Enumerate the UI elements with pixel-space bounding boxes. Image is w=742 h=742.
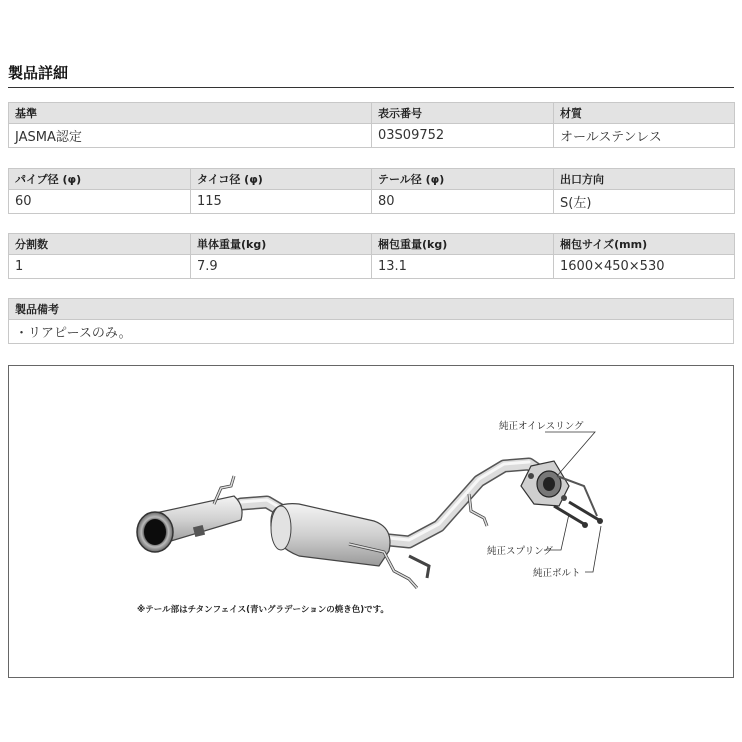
header-package-size: 梱包サイズ(mm) <box>554 234 735 255</box>
label-oil-ring: 純正オイレスリング <box>499 421 584 432</box>
spec-table-standard <box>8 102 735 148</box>
value-silencer-diameter: 115 <box>191 190 372 214</box>
spec-table-dimensions <box>8 168 735 214</box>
value-tail-diameter: 80 <box>372 190 554 214</box>
value-display-number: 03S09752 <box>372 124 554 148</box>
header-material: 材質 <box>554 103 735 124</box>
section-title: 製品詳細 <box>8 64 69 82</box>
header-display-number: 表示番号 <box>372 103 554 124</box>
header-remarks: 製品備考 <box>9 299 734 320</box>
spec-table-remarks <box>8 298 734 344</box>
header-standard: 基準 <box>9 103 372 124</box>
spec-table-weight <box>8 233 735 279</box>
header-pipe-diameter: パイプ径 (φ) <box>9 169 191 190</box>
value-remarks: ・リアピースのみ。 <box>9 320 734 344</box>
header-tail-diameter: テール径 (φ) <box>372 169 554 190</box>
value-package-weight: 13.1 <box>372 255 554 279</box>
title-divider <box>8 87 734 88</box>
label-spring: 純正スプリング <box>487 546 553 557</box>
header-silencer-diameter: タイコ径 (φ) <box>191 169 372 190</box>
header-package-weight: 梱包重量(kg) <box>372 234 554 255</box>
header-unit-weight: 単体重量(kg) <box>191 234 372 255</box>
value-unit-weight: 7.9 <box>191 255 372 279</box>
value-split-count: 1 <box>9 255 191 279</box>
diagram-note: ※テール部はチタンフェイス(青いグラデーションの焼き色)です。 <box>137 605 389 615</box>
tail-muffler <box>137 476 242 552</box>
header-exit-direction: 出口方向 <box>554 169 735 190</box>
value-standard: JASMA認定 <box>9 124 372 148</box>
header-split-count: 分割数 <box>9 234 191 255</box>
value-package-size: 1600×450×530 <box>554 255 735 279</box>
value-pipe-diameter: 60 <box>9 190 191 214</box>
value-material: オールステンレス <box>554 124 735 148</box>
label-bolt: 純正ボルト <box>533 568 581 579</box>
exhaust-illustration <box>9 366 733 677</box>
product-diagram <box>8 365 734 678</box>
value-exit-direction: S(左) <box>554 190 735 214</box>
